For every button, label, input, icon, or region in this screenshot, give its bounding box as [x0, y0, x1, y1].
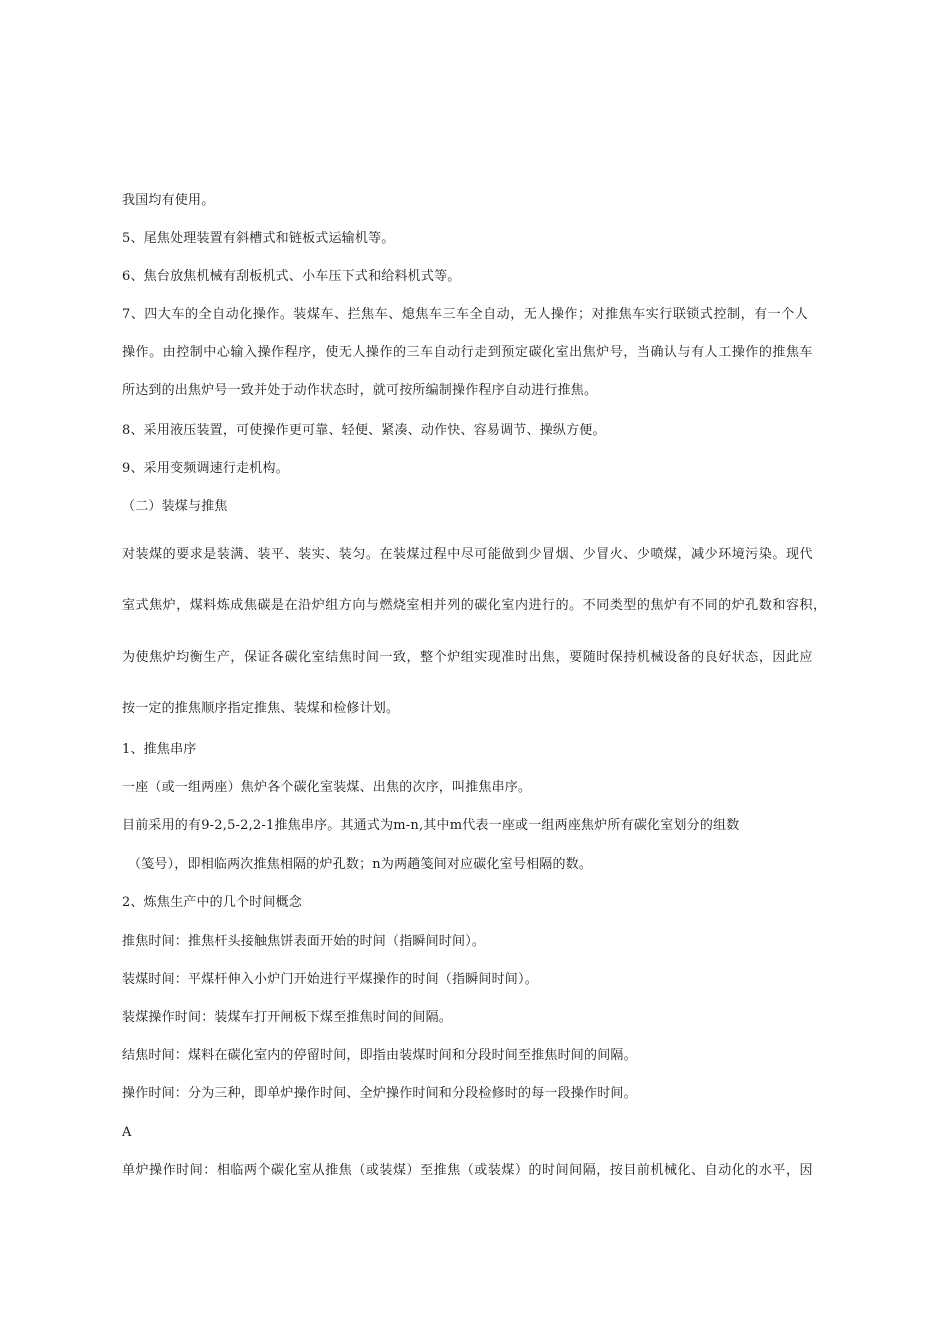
subsection-heading: 2、炼焦生产中的几个时间概念: [122, 895, 303, 910]
text-line: 按一定的推焦顺序指定推焦、装煤和检修计划。: [122, 701, 400, 716]
text-line: 推焦时间：推焦杆头接触焦饼表面开始的时间（指瞬间时间）。: [122, 934, 486, 949]
text-line: 结焦时间：煤料在碳化室内的停留时间，即指由装煤时间和分段时间至推焦时间的间隔。: [122, 1048, 637, 1063]
text-line: 装煤时间：平煤杆伸入小炉门开始进行平煤操作的时间（指瞬间时间）。: [122, 972, 538, 987]
subsection-heading: 1、推焦串序: [122, 742, 197, 757]
section-heading: （二）装煤与推焦: [122, 499, 228, 514]
text-line: A: [122, 1125, 132, 1140]
text-line: 我国均有使用。: [122, 193, 215, 208]
text-line: 5、尾焦处理装置有斜槽式和链板式运输机等。: [122, 231, 395, 246]
text-line: 操作时间：分为三种，即单炉操作时间、全炉操作时间和分段检修时的每一段操作时间。: [122, 1086, 637, 1101]
text-line: 单炉操作时间：相临两个碳化室从推焦（或装煤）至推焦（或装煤）的时间间隔，按目前机械化、自动化的水平，因: [122, 1163, 814, 1178]
text-line: 对装煤的要求是装满、装平、装实、装匀。在装煤过程中尽可能做到少冒烟、少冒火、少喷煤，减少环境污染。现代: [122, 547, 814, 562]
text-line: 为使焦炉均衡生产，保证各碳化室结焦时间一致，整个炉组实现准时出焦，要随时保持机械设备的良好状态，因此应: [122, 650, 814, 665]
text-line: 6、焦台放焦机械有刮板机式、小车压下式和给料机式等。: [122, 269, 461, 284]
text-line: 所达到的出焦炉号一致并处于动作状态时，就可按所编制操作程序自动进行推焦。: [122, 383, 598, 398]
text-line: 室式焦炉，煤料炼成焦碳是在沿炉组方向与燃烧室相并列的碳化室内进行的。不同类型的焦炉有不同的炉孔数和容积，: [122, 598, 827, 613]
text-line: 装煤操作时间：装煤车打开闸板下煤至推焦时间的间隔。: [122, 1010, 453, 1025]
text-line: 目前采用的有9-2,5-2,2-1推焦串序。其通式为m-n,其中m代表一座或一组两座焦炉所有碳化室划分的组数: [122, 818, 740, 833]
text-line: 一座（或一组两座）焦炉各个碳化室装煤、出焦的次序，叫推焦串序。: [122, 780, 532, 795]
text-line: （笺号），即相临两次推焦相隔的炉孔数；n为两趟笺间对应碳化室号相隔的数。: [128, 857, 593, 872]
text-line: 9、采用变频调速行走机构。: [122, 461, 289, 476]
text-line: 8、采用液压装置，可使操作更可靠、轻便、紧凑、动作快、容易调节、操纵方便。: [122, 423, 606, 438]
text-line: 7、四大车的全自动化操作。装煤车、拦焦车、熄焦车三车全自动，无人操作；对推焦车实行联锁式控制，有一个人: [122, 307, 809, 322]
text-line: 操作。由控制中心输入操作程序，使无人操作的三车自动行走到预定碳化室出焦炉号，当确认与有人工操作的推焦车: [122, 345, 814, 360]
